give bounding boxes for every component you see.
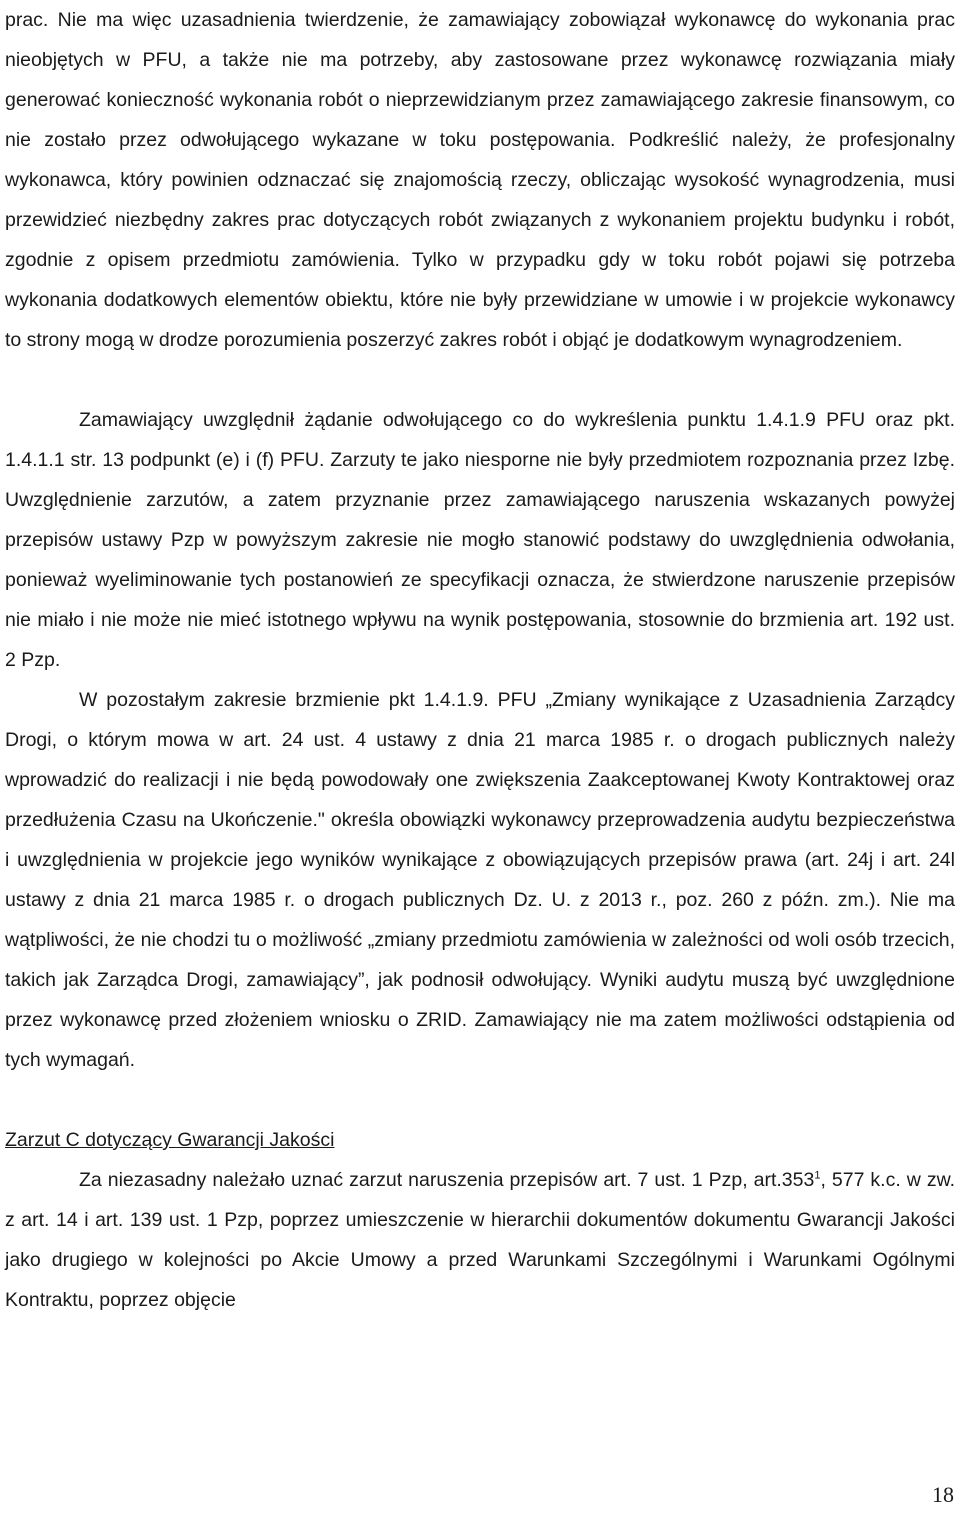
paragraph-text-end: , 577 k.c. w zw. z art. 14 i art. 139 ust. 1 Pzp, poprzez umieszczenie w hierarchii dokumentów dokumentu Gwarancji Jakości jako drugiego w kolejności po Akcie Umowy a przed Warunkami Szczególnymi i Warunkami Ogólnymi Kontraktu, poprzez objęcie	[5, 1169, 955, 1311]
paragraph-text-start: Za niezasadny należało uznać zarzut naruszenia przepisów art. 7 ust. 1 Pzp, art.353	[79, 1169, 815, 1191]
paragraph-pfu-deletion: Zamawiający uwzględnił żądanie odwołującego co do wykreślenia punktu 1.4.1.9 PFU oraz pkt. 1.4.1.1 str. 13 podpunkt (e) i (f) PFU. Zarzuty te jako niesporne nie były przedmiotem rozpoznania przez Izbę. Uwzględnienie zarzutów, a zatem przyznanie przez zamawiającego naruszenia wskazanych powyżej przepisów ustawy Pzp w powyższym zakresie nie mogło stanowić podstawy do uwzględnienia odwołania, ponieważ wyeliminowanie tych postanowień ze specyfikacji oznacza, że stwierdzone naruszenie przepisów nie miało i nie może nie mieć istotnego wpływu na wynik postępowania, stosownie do brzmienia art. 192 ust. 2 Pzp.	[5, 409, 955, 671]
page-number: 18	[932, 1482, 954, 1507]
superscript-marker: 1	[814, 1169, 821, 1182]
paragraph-contractor-scope: prac. Nie ma więc uzasadnienia twierdzenie, że zamawiający zobowiązał wykonawcę do wykonania prac nieobjętych w PFU, a także nie ma potrzeby, aby zastosowane przez wykonawcę rozwiązania miały generować konieczność wykonania robót o nieprzewidzianym przez zamawiającego zakresie finansowym, co nie zostało przez odwołującego wykazane w toku postępowania. Podkreślić należy, że profesjonalny wykonawca, który powinien odznaczać się znajomością rzeczy, obliczając wysokość wynagrodzenia, musi przewidzieć niezbędny zakres prac dotyczących robót związanych z wykonaniem projektu budynku i robót, zgodnie z opisem przedmiotu zamówienia. Tylko w przypadku gdy w toku robót pojawi się potrzeba wykonania dodatkowych elementów obiektu, które nie były przewidziane w umowie i w projekcie wykonawcy to strony mogą w drodze porozumienia poszerzyć zakres robót i objąć je dodatkowym wynagrodzeniem.	[5, 9, 955, 351]
document-page	[5, 0, 955, 1320]
paragraph-spacer	[5, 360, 955, 400]
section-heading: Zarzut C dotyczący Gwarancji Jakości	[5, 1129, 335, 1151]
paragraph-spacer	[5, 1080, 955, 1120]
paragraph-safety-audit: W pozostałym zakresie brzmienie pkt 1.4.1.9. PFU „Zmiany wynikające z Uzasadnienia Zarządcy Drogi, o którym mowa w art. 24 ust. 4 ustawy z dnia 21 marca 1985 r. o drogach publicznych należy wprowadzić do realizacji i nie będą powodowały one zwiększenia Zaakceptowanej Kwoty Kontraktowej oraz przedłużenia Czasu na Ukończenie." określa obowiązki wykonawcy przeprowadzenia audytu bezpieczeństwa i uwzględnienia w projekcie jego wyników wynikające z obowiązujących przepisów prawa (art. 24j i art. 24l ustawy z dnia 21 marca 1985 r. o drogach publicznych Dz. U. z 2013 r., poz. 260 z późn. zm.). Nie ma wątpliwości, że nie chodzi tu o możliwość „zmiany przedmiotu zamówienia w zależności od woli osób trzecich, takich jak Zarządca Drogi, zamawiający”, jak podnosił odwołujący. Wyniki audytu muszą być uwzględnione przez wykonawcę przed złożeniem wniosku o ZRID. Zamawiający nie ma zatem możliwości odstąpienia od tych wymagań.	[5, 689, 955, 1071]
paragraph-quality-guarantee	[5, 1160, 955, 1320]
